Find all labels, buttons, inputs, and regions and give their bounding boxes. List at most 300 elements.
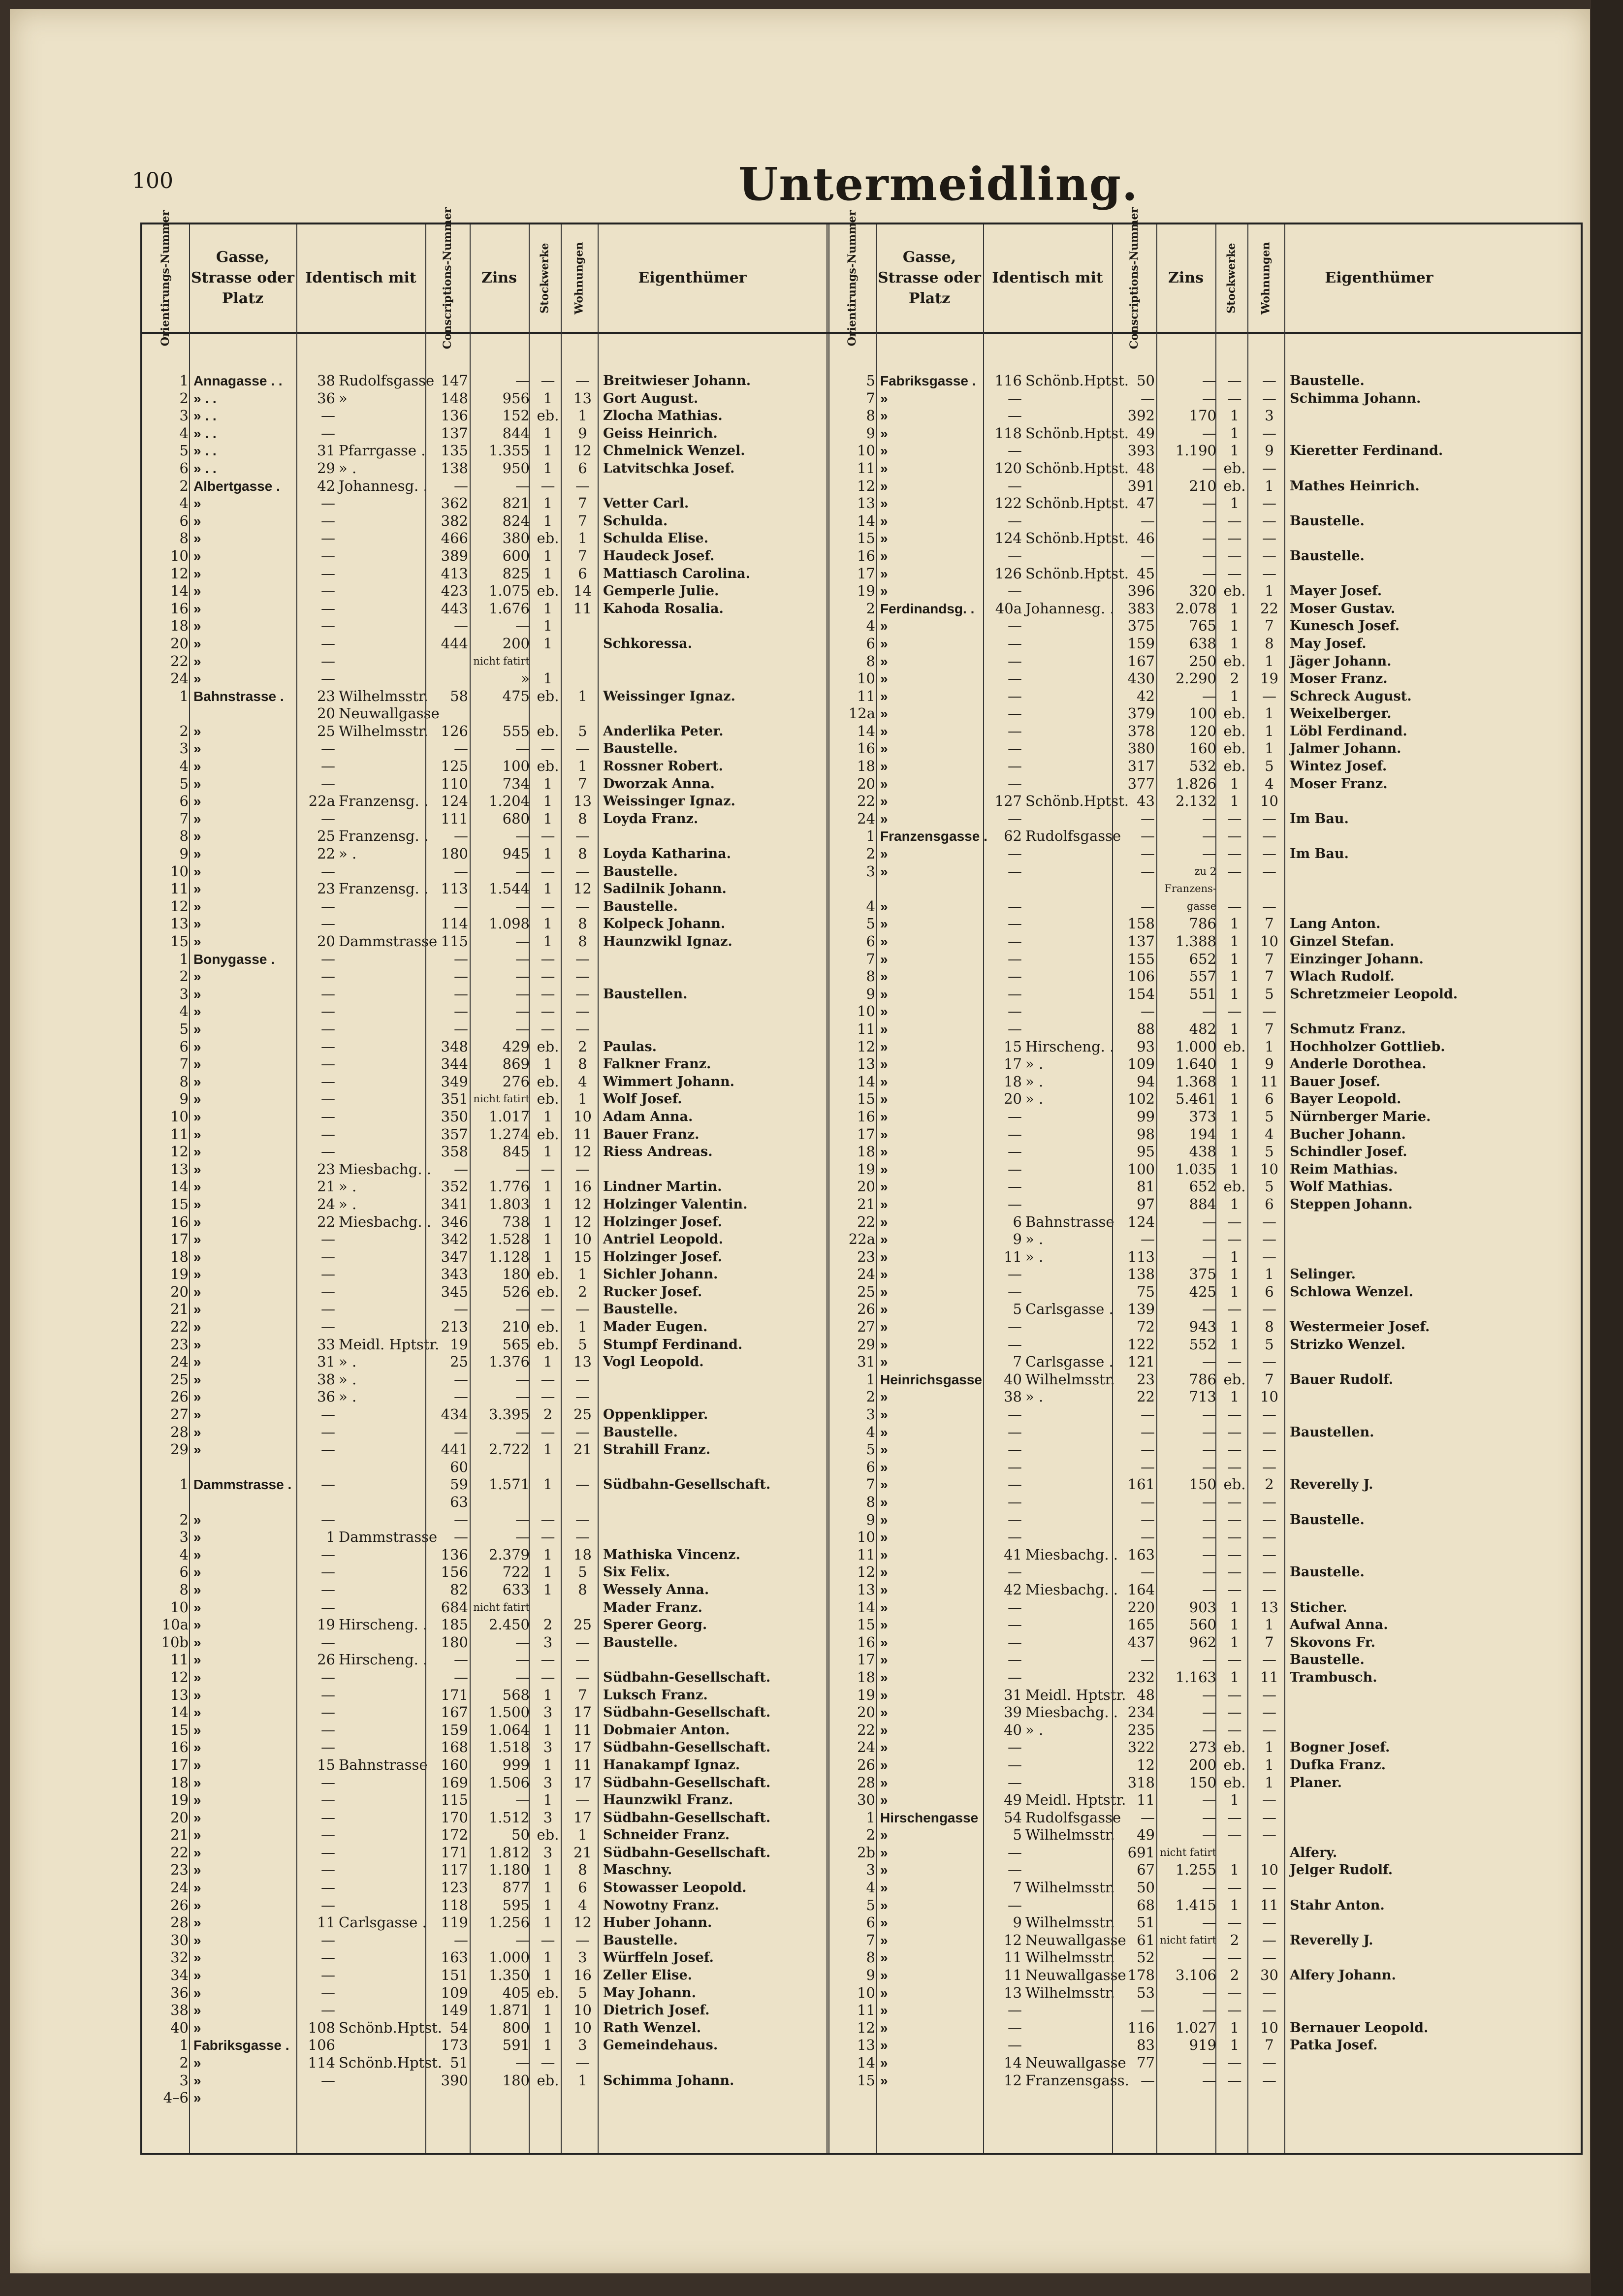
page-title: Untermeidling. [738, 158, 1139, 211]
table-row [142, 1283, 1581, 1301]
identisch-strasse-cell: Schönb.Hptst. [1025, 793, 1129, 810]
zins-cell: — [1202, 1441, 1216, 1458]
stockwerke-cell: eb. [537, 1090, 559, 1108]
gasse-cell: » [193, 1249, 201, 1265]
gasse-cell: » [193, 916, 201, 932]
stockwerke-cell: — [1227, 845, 1242, 862]
identisch-strasse-cell [1025, 1126, 1112, 1144]
zins-cell: gasse [1187, 900, 1216, 912]
conscriptions-nummer-cell: — [1141, 1651, 1155, 1668]
wohnungen-cell: 10 [573, 2019, 592, 2036]
stockwerke-cell: 1 [543, 565, 553, 582]
identisch-strasse-cell [339, 2089, 425, 2107]
wohnungen-cell: — [1262, 565, 1276, 582]
table-row [142, 495, 1581, 512]
wohnungen-cell: — [1262, 1494, 1276, 1510]
stockwerke-cell: — [1227, 2002, 1242, 2019]
wohnungen-cell: 11 [573, 1721, 592, 1738]
stockwerke-cell: — [541, 372, 555, 389]
conscriptions-nummer-cell: 165 [1127, 1616, 1155, 1633]
wohnungen-cell: 12 [573, 880, 592, 897]
gasse-cell: » [193, 671, 201, 687]
orientierungs-nummer-cell: 22 [170, 1844, 189, 1861]
eigenthuemer-cell: Schlowa Wenzel. [1290, 1284, 1414, 1300]
eigenthuemer-cell: Strahill Franz. [603, 1442, 711, 1458]
conscriptions-nummer-cell: 77 [1137, 2054, 1155, 2071]
identisch-strasse-cell [339, 915, 425, 933]
orientierungs-nummer-cell [144, 705, 189, 723]
table-row [142, 705, 1581, 723]
eigenthuemer-cell [1290, 1459, 1474, 1476]
identisch-strasse-cell [1025, 1476, 1112, 1494]
eigenthuemer-cell: Ginzel Stefan. [1290, 934, 1395, 949]
conscriptions-nummer-cell: 51 [1137, 1914, 1155, 1931]
stockwerke-cell: — [1227, 1879, 1242, 1896]
wohnungen-cell: — [1262, 1231, 1276, 1248]
wohnungen-cell: 1 [578, 687, 587, 704]
conscriptions-nummer-cell: 45 [1137, 565, 1155, 582]
gasse-cell: » [193, 636, 201, 651]
eigenthuemer-cell: Baustelle. [603, 741, 678, 757]
orientierungs-nummer-cell: 8 [866, 1949, 875, 1966]
header-zins-left [470, 224, 529, 332]
zins-cell: 786 [1189, 1371, 1216, 1388]
stockwerke-cell: 1 [1230, 985, 1240, 1002]
gasse-cell: » [193, 1424, 201, 1440]
eigenthuemer-cell [603, 705, 788, 723]
stockwerke-cell: 1 [1230, 1896, 1240, 1913]
zins-cell: 380 [502, 530, 530, 547]
wohnungen-cell: — [575, 1371, 590, 1388]
identisch-strasse-cell [1025, 1336, 1112, 1354]
identisch-strasse-cell [1025, 1616, 1112, 1634]
stockwerke-cell: 2 [1230, 670, 1240, 687]
identisch-strasse-cell [339, 1038, 425, 1056]
identisch-nummer-cell: — [1008, 635, 1022, 652]
stockwerke-cell: eb. [537, 2072, 559, 2089]
stockwerke-cell [533, 1459, 563, 1476]
identisch-strasse-cell [1025, 1178, 1112, 1196]
gasse-cell: Dammstrasse . [193, 1477, 292, 1493]
zins-cell: — [515, 1931, 530, 1948]
identisch-nummer-cell: 11 [317, 1914, 335, 1931]
identisch-nummer-cell: — [321, 1774, 335, 1791]
orientierungs-nummer-cell: 6 [179, 793, 189, 810]
zins-cell: — [1202, 1704, 1216, 1721]
identisch-nummer-cell: — [321, 1038, 335, 1055]
stockwerke-cell [533, 1599, 563, 1617]
conscriptions-nummer-cell: 235 [1127, 1721, 1155, 1738]
eigenthuemer-cell: Sticher. [1290, 1599, 1347, 1615]
zins-cell: 180 [502, 1266, 530, 1283]
identisch-nummer-cell: 6 [1013, 1213, 1022, 1230]
wohnungen-cell: 3 [578, 2037, 587, 2054]
stockwerke-cell: 1 [543, 617, 553, 635]
stockwerke-cell: 1 [543, 1914, 553, 1931]
wohnungen-cell: — [1262, 1651, 1276, 1668]
zins-cell: 1.826 [1175, 775, 1216, 792]
wohnungen-cell: — [1262, 897, 1276, 915]
identisch-strasse-cell: » . [1025, 1721, 1044, 1738]
wohnungen-cell: 25 [573, 1616, 592, 1633]
eigenthuemer-cell: Mathes Heinrich. [1290, 478, 1420, 494]
gasse-cell: » [880, 1862, 888, 1878]
conscriptions-nummer-cell: 147 [441, 372, 468, 389]
stockwerke-cell: 1 [543, 810, 553, 827]
orientierungs-nummer-cell: 17 [857, 565, 875, 582]
orientierungs-nummer-cell: 24 [170, 670, 189, 687]
gasse-cell: » [880, 1056, 888, 1072]
zins-cell: — [1202, 1406, 1216, 1423]
zins-cell: — [1202, 687, 1216, 704]
gasse-cell: » [193, 1775, 201, 1790]
wohnungen-cell: 7 [578, 547, 587, 564]
stockwerke-cell: 1 [543, 495, 553, 512]
identisch-nummer-cell: 14 [1004, 2054, 1022, 2071]
eigenthuemer-cell: Mader Franz. [603, 1599, 702, 1615]
zins-cell: 3.106 [1175, 1967, 1216, 1984]
identisch-nummer-cell: — [1008, 477, 1022, 494]
identisch-strasse-cell: Johannesg. . [339, 477, 428, 494]
eigenthuemer-cell: Baustellen. [603, 986, 688, 1002]
zins-cell: 884 [1189, 1195, 1216, 1212]
stockwerke-cell: — [1227, 862, 1242, 880]
table-row [142, 1143, 1581, 1161]
identisch-nummer-cell: — [1008, 775, 1022, 792]
gasse-cell: » [193, 1319, 201, 1335]
zins-cell: 1.544 [488, 880, 530, 897]
zins-cell: » [521, 670, 530, 687]
orientierungs-nummer-cell: 7 [866, 950, 875, 967]
eigenthuemer-cell [1290, 1003, 1474, 1020]
orientierungs-nummer-cell: 19 [857, 1686, 875, 1703]
identisch-strasse-cell: Johannesg. . [1025, 600, 1114, 617]
orientierungs-nummer-cell: 22 [857, 1721, 875, 1738]
identisch-strasse-cell [339, 1494, 425, 1511]
stockwerke-cell: 1 [543, 1581, 553, 1598]
gasse-cell: » [880, 1302, 888, 1317]
gasse-cell: » [193, 776, 201, 792]
orientierungs-nummer-cell: 28 [857, 1774, 875, 1791]
wohnungen-cell: 10 [573, 1231, 592, 1248]
identisch-strasse-cell: » . [1025, 1073, 1044, 1090]
identisch-nummer-cell: 19 [317, 1616, 335, 1633]
orientierungs-nummer-cell: 36 [170, 1984, 189, 2001]
identisch-nummer-cell: 42 [317, 477, 335, 494]
conscriptions-nummer-cell: 51 [450, 2054, 468, 2071]
eigenthuemer-cell [603, 1651, 788, 1669]
identisch-nummer-cell: — [321, 565, 335, 582]
zins-cell: 50 [511, 1826, 530, 1844]
orientierungs-nummer-cell: 34 [170, 1967, 189, 1984]
stockwerke-cell: 1 [1230, 1668, 1240, 1686]
identisch-strasse-cell [1025, 1318, 1112, 1336]
identisch-strasse-cell [339, 1774, 425, 1792]
eigenthuemer-cell: Riess Andreas. [603, 1144, 713, 1160]
wohnungen-cell: 8 [578, 1581, 587, 1598]
stockwerke-cell: 1 [1230, 915, 1240, 932]
identisch-nummer-cell: — [321, 1668, 335, 1686]
zins-cell: 638 [1189, 635, 1216, 652]
orientierungs-nummer-cell: 20 [170, 1283, 189, 1300]
orientierungs-nummer-cell: 9 [866, 1967, 875, 1984]
wohnungen-cell: 1 [578, 1090, 587, 1108]
gasse-cell: » [880, 1985, 888, 2001]
conscriptions-nummer-cell: 50 [1137, 1879, 1155, 1896]
table-row [142, 1967, 1581, 1984]
zins-cell: 438 [1189, 1143, 1216, 1160]
identisch-nummer-cell: — [1008, 845, 1022, 862]
identisch-strasse-cell [339, 670, 425, 688]
identisch-strasse-cell: Schönb.Hptst. [339, 2054, 442, 2071]
eigenthuemer-cell: Zlocha Mathias. [603, 408, 723, 424]
wohnungen-cell: 5 [578, 722, 587, 739]
orientierungs-nummer-cell: 1 [179, 950, 189, 967]
stockwerke-cell [533, 705, 563, 723]
conscriptions-nummer-cell: 318 [1127, 1774, 1155, 1791]
eigenthuemer-cell [603, 1003, 788, 1020]
identisch-strasse-cell: Wilhelmsstr. [1025, 1879, 1115, 1896]
zins-cell: — [515, 933, 530, 950]
gasse-cell: » [193, 1074, 201, 1089]
eigenthuemer-cell: Bauer Rudolf. [1290, 1371, 1394, 1387]
orientierungs-nummer-cell: 3 [866, 1861, 875, 1879]
adjacent-page-edge [1591, 0, 1623, 2296]
conscriptions-nummer-cell: 59 [450, 1476, 468, 1493]
identisch-nummer-cell: 13 [1004, 1984, 1022, 2001]
identisch-strasse-cell [1025, 951, 1112, 968]
identisch-nummer-cell: 5 [1013, 1301, 1022, 1318]
stockwerke-cell: 1 [1230, 1108, 1240, 1125]
identisch-strasse-cell [1025, 1266, 1112, 1283]
identisch-nummer-cell: — [321, 424, 335, 442]
gasse-cell: » [880, 2073, 888, 2088]
eigenthuemer-cell: Baustelle. [603, 1424, 678, 1440]
wohnungen-cell: 11 [1260, 1073, 1278, 1090]
eigenthuemer-cell: Südbahn-Gesellschaft. [603, 1669, 771, 1685]
header-divider [142, 332, 1581, 334]
wohnungen-cell: 10 [1260, 1388, 1278, 1405]
gasse-cell: » [880, 1950, 888, 1966]
conscriptions-nummer-cell: — [454, 968, 468, 985]
identisch-nummer-cell: 20 [1004, 1090, 1022, 1108]
gasse-cell: » [880, 863, 888, 879]
identisch-strasse-cell [1025, 407, 1112, 425]
gasse-cell [193, 1494, 297, 1511]
eigenthuemer-cell: Loyda Katharina. [603, 846, 732, 862]
stockwerke-cell: eb. [1223, 1774, 1246, 1791]
stockwerke-cell: 1 [543, 1896, 553, 1913]
stockwerke-cell: 1 [1230, 1318, 1240, 1336]
wohnungen-cell: — [575, 1791, 590, 1809]
orientierungs-nummer-cell: 38 [170, 2002, 189, 2019]
eigenthuemer-cell: Dietrich Josef. [603, 2003, 710, 2018]
eigenthuemer-cell: Reverelly J. [1290, 1932, 1373, 1948]
identisch-nummer-cell: 42 [1004, 1581, 1022, 1598]
zins-cell: 1.064 [488, 1721, 530, 1738]
orientierungs-nummer-cell: 20 [857, 775, 875, 792]
gasse-cell: » [880, 794, 888, 809]
identisch-strasse-cell: » . [339, 1178, 357, 1195]
gasse-cell: » [880, 1442, 888, 1458]
conscriptions-nummer-cell: 180 [441, 1633, 468, 1651]
table-row [142, 390, 1581, 408]
gasse-cell: Annagasse . . [193, 373, 283, 388]
gasse-cell: » [880, 531, 888, 546]
wohnungen-cell: 8 [578, 810, 587, 827]
wohnungen-cell [1253, 880, 1285, 898]
eigenthuemer-cell: Luksch Franz. [603, 1687, 708, 1703]
orientierungs-nummer-cell: 5 [866, 915, 875, 932]
zins-cell: — [1202, 828, 1216, 845]
table-row [142, 986, 1581, 1003]
zins-cell: 560 [1189, 1616, 1216, 1633]
eigenthuemer-cell [603, 2089, 788, 2107]
identisch-nummer-cell: — [1008, 1266, 1022, 1283]
eigenthuemer-cell: Schimma Johann. [603, 2073, 734, 2088]
orientierungs-nummer-cell: 14 [170, 582, 189, 600]
eigenthuemer-cell [1290, 1441, 1474, 1459]
zins-cell: — [1202, 372, 1216, 389]
eigenthuemer-cell: Gort August. [603, 390, 699, 406]
identisch-strasse-cell [1025, 1739, 1112, 1756]
zins-cell: zu 2 [1194, 865, 1216, 877]
stockwerke-cell: 1 [543, 1055, 553, 1073]
conscriptions-nummer-cell: 148 [441, 389, 468, 407]
wohnungen-cell: 17 [573, 1704, 592, 1721]
conscriptions-nummer-cell: 72 [1137, 1318, 1155, 1336]
wohnungen-cell: 1 [1265, 722, 1274, 739]
eigenthuemer-cell: Stumpf Ferdinand. [603, 1337, 743, 1352]
wohnungen-cell: 13 [573, 1353, 592, 1371]
orientierungs-nummer-cell: 26 [857, 1756, 875, 1773]
table-row [142, 1196, 1581, 1213]
wohnungen-cell: 30 [1260, 1967, 1278, 1984]
orientierungs-nummer-cell: 26 [170, 1896, 189, 1913]
identisch-nummer-cell: 9 [1013, 1231, 1022, 1248]
conscriptions-nummer-cell: 49 [1137, 424, 1155, 442]
identisch-nummer-cell: — [321, 1896, 335, 1913]
gasse-cell: » [880, 986, 888, 1002]
eigenthuemer-cell: Westermeier Josef. [1290, 1319, 1430, 1335]
identisch-strasse-cell [339, 1861, 425, 1879]
column-rule [561, 224, 562, 2153]
stockwerke-cell: — [1227, 1529, 1242, 1546]
conscriptions-nummer-cell: 53 [1137, 1984, 1155, 2001]
identisch-strasse-cell: Carlsgasse . [339, 1914, 427, 1931]
wohnungen-cell: — [1262, 1721, 1276, 1738]
orientierungs-nummer-cell: 26 [857, 1301, 875, 1318]
eigenthuemer-cell: Loyda Franz. [603, 811, 699, 827]
zins-cell: 786 [1189, 915, 1216, 932]
orientierungs-nummer-cell: 18 [857, 1668, 875, 1686]
orientierungs-nummer-cell: 3 [866, 862, 875, 880]
gasse-cell: » [193, 1091, 201, 1107]
zins-cell: — [1202, 1721, 1216, 1738]
eigenthuemer-cell: Baustelle. [603, 898, 678, 914]
identisch-nummer-cell: — [321, 1003, 335, 1020]
identisch-strasse-cell: Rudolfsgasse [1025, 828, 1121, 845]
gasse-cell: » [193, 1196, 201, 1212]
identisch-nummer-cell: 25 [317, 828, 335, 845]
zins-cell: 373 [1189, 1108, 1216, 1125]
column-rule [1215, 224, 1216, 2153]
gasse-cell: » [880, 548, 888, 564]
identisch-strasse-cell [339, 565, 425, 583]
identisch-nummer-cell: — [1008, 2037, 1022, 2054]
orientierungs-nummer-cell: 5 [866, 372, 875, 389]
identisch-nummer-cell: — [321, 1844, 335, 1861]
stockwerke-cell: 1 [543, 2037, 553, 2054]
eigenthuemer-cell: Sichler Johann. [603, 1267, 718, 1282]
stockwerke-cell: 1 [543, 1441, 553, 1458]
eigenthuemer-cell: Haunzwikl Franz. [603, 1792, 733, 1808]
conscriptions-nummer-cell: 42 [1137, 687, 1155, 704]
eigenthuemer-cell: Jalmer Johann. [1290, 741, 1401, 757]
identisch-strasse-cell [339, 810, 425, 828]
conscriptions-nummer-cell: 430 [1127, 670, 1155, 687]
gasse-cell: » [193, 1705, 201, 1721]
table-row [142, 1984, 1581, 2002]
orientierungs-nummer-cell: 12 [857, 2019, 875, 2036]
stockwerke-cell: 1 [1230, 1633, 1240, 1651]
conscriptions-nummer-cell: 322 [1127, 1739, 1155, 1756]
wohnungen-cell: 8 [578, 1055, 587, 1073]
gasse-cell: Franzensgasse . [880, 829, 987, 844]
gasse-cell: » [193, 2003, 201, 2018]
eigenthuemer-cell: Schkoressa. [603, 636, 692, 651]
orientierungs-nummer-cell: 8 [866, 968, 875, 985]
gasse-cell: Fabriksgasse . [193, 2038, 289, 2053]
orientierungs-nummer-cell: 22 [857, 793, 875, 810]
identisch-nummer-cell: — [1008, 1125, 1022, 1143]
wohnungen-cell: 18 [573, 1546, 592, 1563]
wohnungen-cell: 21 [573, 1844, 592, 1861]
identisch-strasse-cell: » . [1025, 1231, 1044, 1248]
stockwerke-cell: eb. [537, 530, 559, 547]
orientierungs-nummer-cell: 22 [857, 1213, 875, 1230]
wohnungen-cell [567, 617, 599, 635]
stockwerke-cell: 2 [543, 1406, 553, 1423]
orientierungs-nummer-cell: 9 [179, 845, 189, 862]
stockwerke-cell: — [1227, 2054, 1242, 2071]
zins-cell: — [1202, 1686, 1216, 1703]
eigenthuemer-cell: Baustelle. [603, 1302, 678, 1317]
orientierungs-nummer-cell: 18 [857, 1143, 875, 1160]
orientierungs-nummer-cell: 5 [179, 775, 189, 792]
wohnungen-cell: — [575, 477, 590, 494]
conscriptions-nummer-cell: 375 [1127, 617, 1155, 635]
eigenthuemer-cell: Bernauer Leopold. [1290, 2020, 1429, 2036]
orientierungs-nummer-cell: 9 [866, 985, 875, 1002]
zins-cell: 680 [502, 810, 530, 827]
conscriptions-nummer-cell: 220 [1127, 1598, 1155, 1616]
wohnungen-cell: 6 [578, 565, 587, 582]
eigenthuemer-cell [1290, 1353, 1474, 1371]
identisch-nummer-cell: — [321, 968, 335, 985]
stockwerke-cell: 1 [543, 1143, 553, 1160]
stockwerke-cell [1220, 880, 1249, 898]
eigenthuemer-cell [1290, 530, 1474, 547]
identisch-strasse-cell: » . [339, 1388, 357, 1405]
wohnungen-cell: 1 [578, 530, 587, 547]
wohnungen-cell: 9 [1265, 1055, 1274, 1073]
table-row [142, 2037, 1581, 2054]
stockwerke-cell: eb. [537, 758, 559, 775]
stockwerke-cell: 1 [1230, 793, 1240, 810]
stockwerke-cell: 1 [543, 1721, 553, 1738]
zins-cell: nicht fatirt [1160, 1846, 1216, 1858]
